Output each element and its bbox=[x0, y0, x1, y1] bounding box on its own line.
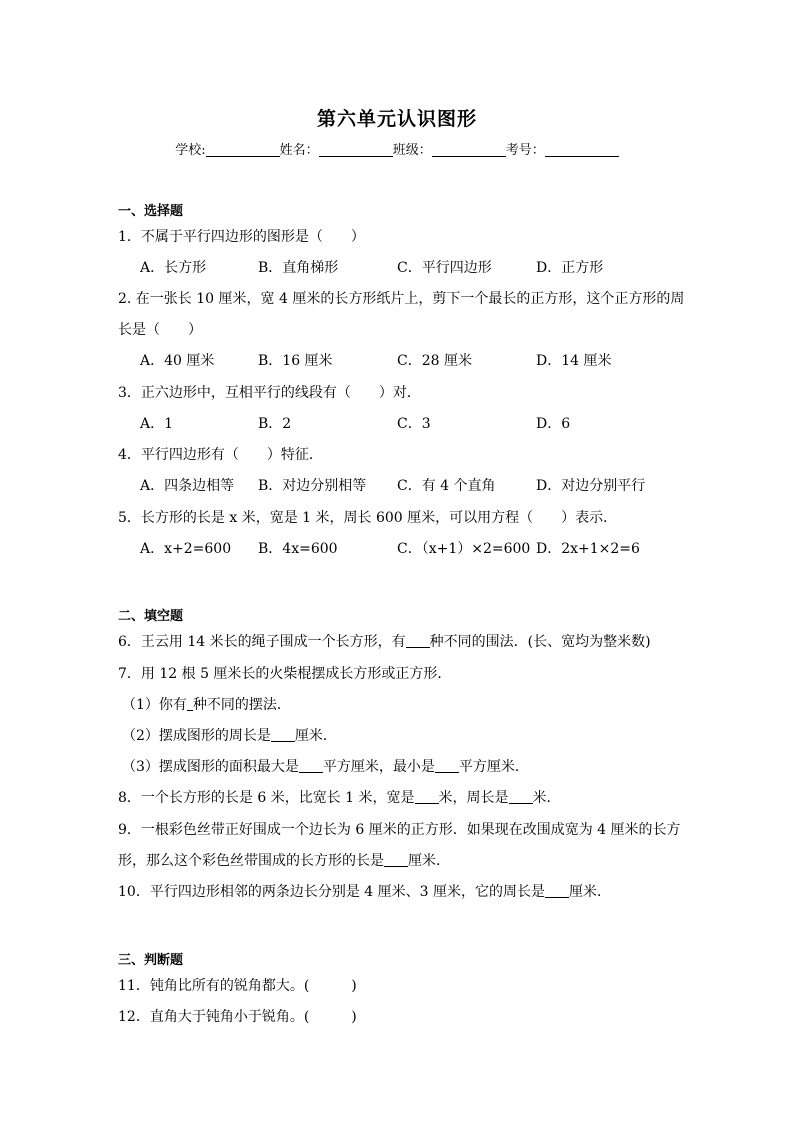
q4-option-a[interactable]: A．四条边相等 bbox=[140, 478, 235, 494]
q2-option-d[interactable]: D．14 厘米 bbox=[536, 353, 612, 369]
q7-p2-blank[interactable] bbox=[271, 728, 295, 742]
question-9-line-2 bbox=[118, 851, 450, 871]
q9-text-after: 厘米． bbox=[408, 853, 450, 869]
question-11-text: 11．钝角比所有的锐角都大。( ) bbox=[118, 978, 357, 994]
q6-text-after: 种不同的围法．(长、宽均为整米数) bbox=[429, 634, 651, 650]
question-8 bbox=[118, 788, 561, 808]
school-label: 学校: bbox=[175, 143, 206, 158]
q7-p3-middle: 平方厘米，最小是 bbox=[322, 759, 435, 775]
q7-p3-blank-1[interactable] bbox=[299, 759, 323, 773]
question-7-text: 7．用 12 根 5 厘米长的火柴棍摆成长方形或正方形． bbox=[118, 666, 452, 682]
q4-option-d[interactable]: D．对边分别平行 bbox=[536, 478, 646, 494]
question-4-options bbox=[0, 476, 794, 496]
question-3-options bbox=[0, 414, 794, 434]
question-5-text: 5．长方形的长是 x 米，宽是 1 米，周长 600 厘米，可以用方程（ ）表示． bbox=[118, 510, 618, 526]
q3-option-c[interactable]: C．3 bbox=[397, 416, 431, 432]
question-2-line-1: 2. 在一张长 10 厘米，宽 4 厘米的长方形纸片上，剪下一个最长的正方形，这个正方形的周 bbox=[118, 291, 685, 307]
q1-option-b[interactable]: B．直角梯形 bbox=[258, 260, 339, 276]
question-4-text: 4．平行四边形有（ ）特征． bbox=[118, 447, 323, 463]
q3-option-b[interactable]: B．2 bbox=[258, 416, 292, 432]
q1-option-d[interactable]: D．正方形 bbox=[536, 260, 604, 276]
q6-blank[interactable] bbox=[406, 634, 430, 648]
q4-option-c[interactable]: C．有 4 个直角 bbox=[397, 478, 496, 494]
q7-p1-after: 种不同的摆法． bbox=[192, 697, 291, 713]
q10-blank[interactable] bbox=[545, 884, 569, 898]
q7-p3-blank-2[interactable] bbox=[435, 759, 459, 773]
q2-option-a[interactable]: A．40 厘米 bbox=[140, 353, 215, 369]
q8-text-after: 米． bbox=[532, 790, 561, 806]
name-label: 姓名： bbox=[279, 143, 319, 158]
q5-option-d[interactable]: D．2x+1×2=6 bbox=[536, 541, 640, 557]
section-heading-choice: 一、选择题 bbox=[118, 204, 184, 219]
q7-p3-before: （3）摆成图形的面积最大是 bbox=[122, 759, 299, 775]
question-7-part-1 bbox=[122, 695, 291, 715]
q10-text-before: 10．平行四边形相邻的两条边长分别是 4 厘米、3 厘米，它的周长是 bbox=[118, 884, 545, 900]
section-heading-judge: 三、判断题 bbox=[118, 953, 184, 968]
q10-text-after: 厘米． bbox=[568, 884, 611, 900]
q1-option-c[interactable]: C．平行四边形 bbox=[397, 260, 492, 276]
q7-p1-before: （1）你有 bbox=[122, 697, 187, 713]
question-9-line-1: 9．一根彩色丝带正好围成一个边长为 6 厘米的正方形．如果现在改围成宽为 4 厘米的长方 bbox=[118, 822, 681, 838]
q7-p2-before: （2）摆成图形的周长是 bbox=[122, 728, 271, 744]
question-1-options bbox=[0, 258, 794, 278]
name-blank[interactable] bbox=[319, 143, 393, 157]
question-2-options bbox=[0, 351, 794, 371]
q9-text-before: 形，那么这个彩色丝带围成的长方形的长是 bbox=[118, 853, 384, 869]
page-title: 第六单元认识图形 bbox=[316, 108, 477, 130]
q3-option-d[interactable]: D．6 bbox=[536, 416, 571, 432]
number-blank[interactable] bbox=[545, 143, 619, 157]
q7-p3-after: 平方厘米． bbox=[458, 759, 529, 775]
q3-option-a[interactable]: A．1 bbox=[140, 416, 174, 432]
q7-p2-after: 厘米． bbox=[294, 728, 337, 744]
q8-text-middle: 米，周长是 bbox=[438, 790, 509, 806]
q8-text-before: 8．一个长方形的长是 6 米，比宽长 1 米，宽是 bbox=[118, 790, 415, 806]
class-label: 班级： bbox=[392, 143, 432, 158]
question-12-text: 12．直角大于钝角小于锐角。( ) bbox=[118, 1009, 357, 1025]
q2-option-b[interactable]: B．16 厘米 bbox=[258, 353, 333, 369]
question-3-text: 3．正六边形中，互相平行的线段有（ ）对． bbox=[118, 385, 421, 401]
q5-option-c[interactable]: C．（x+1）×2=600 bbox=[397, 541, 531, 557]
student-info-line bbox=[0, 139, 794, 158]
question-5-options bbox=[0, 539, 794, 559]
number-label: 考号： bbox=[505, 143, 545, 158]
q5-option-b[interactable]: B．4x=600 bbox=[258, 541, 338, 557]
q5-option-a[interactable]: A．x+2=600 bbox=[140, 541, 232, 557]
question-10 bbox=[118, 882, 611, 902]
q1-option-a[interactable]: A．长方形 bbox=[140, 260, 207, 276]
question-2-line-2: 长是（ ） bbox=[118, 322, 202, 338]
question-6 bbox=[118, 632, 651, 652]
section-heading-fill: 二、填空题 bbox=[118, 609, 184, 624]
q8-blank-2[interactable] bbox=[509, 790, 533, 804]
question-7-part-3 bbox=[122, 757, 529, 777]
q4-option-b[interactable]: B．对边分别相等 bbox=[258, 478, 367, 494]
q2-option-c[interactable]: C．28 厘米 bbox=[397, 353, 472, 369]
q8-blank-1[interactable] bbox=[415, 790, 439, 804]
q6-text-before: 6．王云用 14 米长的绳子围成一个长方形，有 bbox=[118, 634, 406, 650]
class-blank[interactable] bbox=[432, 143, 506, 157]
question-1-text: 1．不属于平行四边形的图形是（ ） bbox=[118, 229, 365, 245]
school-blank[interactable] bbox=[206, 143, 280, 157]
question-7-part-2 bbox=[122, 726, 337, 746]
q9-blank[interactable] bbox=[384, 853, 408, 867]
